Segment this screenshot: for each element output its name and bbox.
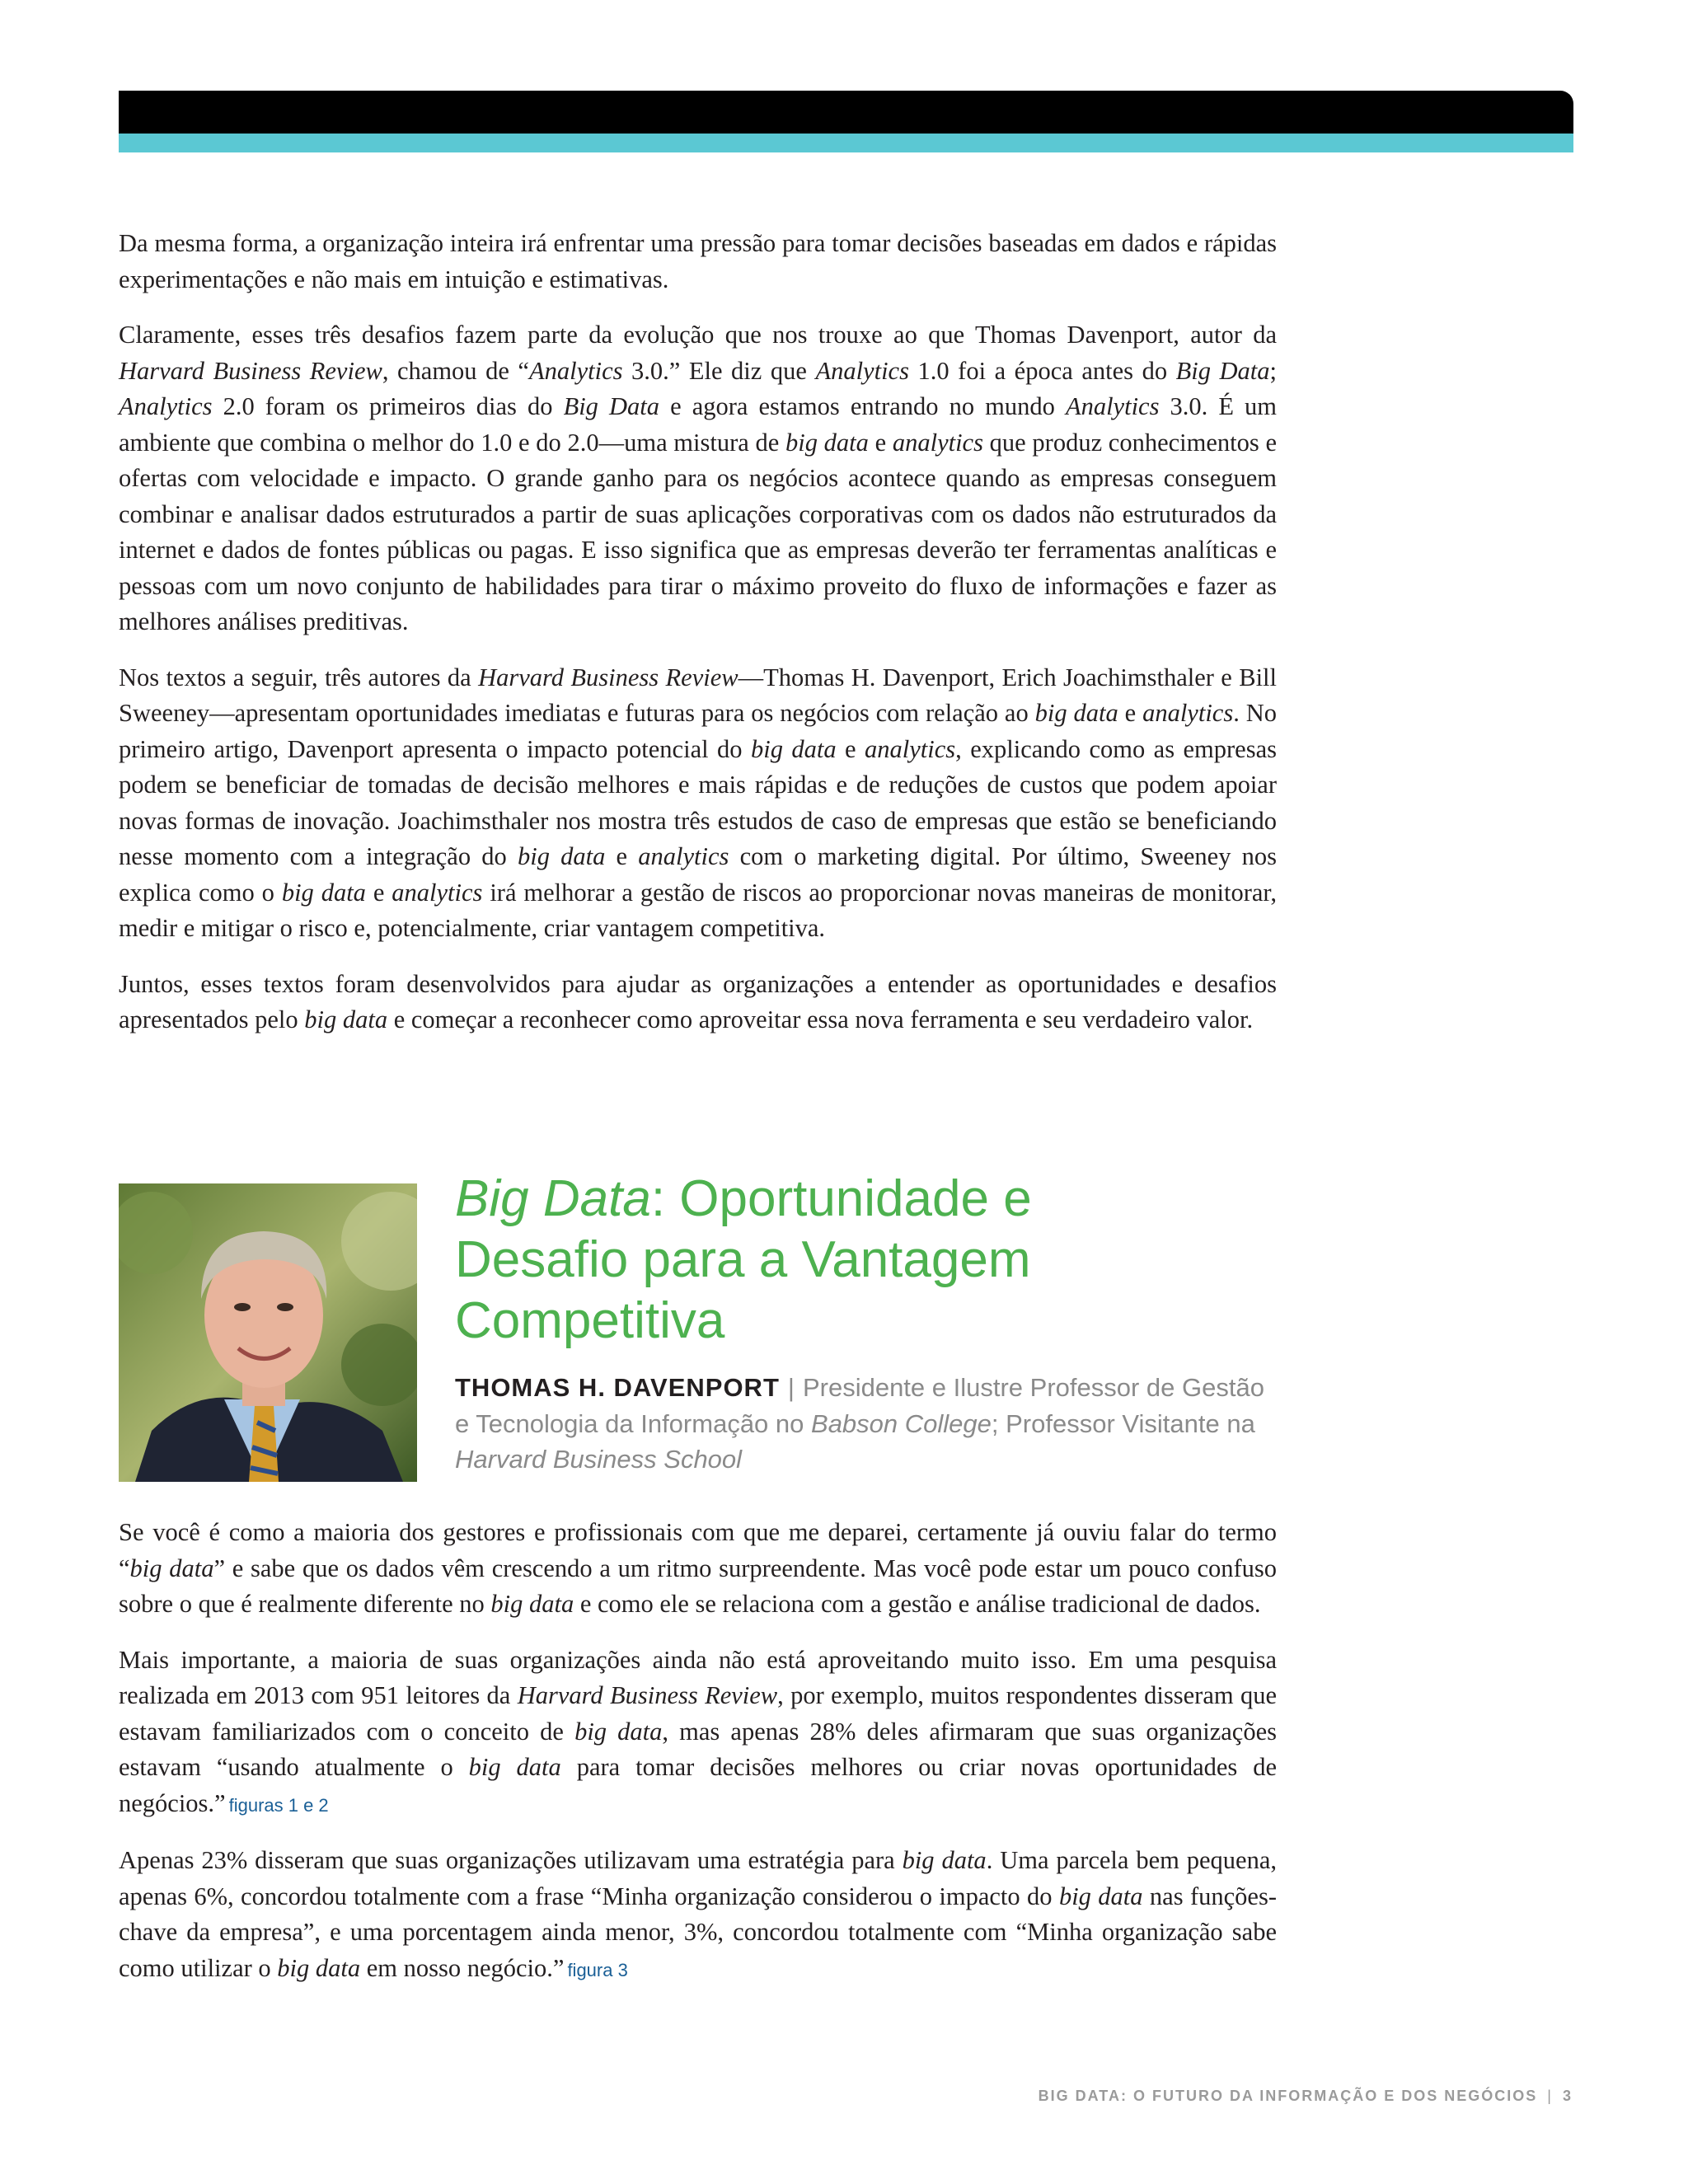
article-body: [119, 1515, 1277, 2008]
header-bar: [119, 91, 1573, 134]
intro-paragraph-3: Nos textos a seguir, três autores da Harvard Business Review—Thomas H. Davenport, Erich Joachimsthaler e Bill Sweeney—apresentam oportunidades imediatas e futuras para os negócios com relação ao big data e analytics. No primeiro artigo, Davenport apresenta o impacto potencial do big data e analytics, explicando como as empresas podem se beneficiar de tomadas de decisão melhores e mais rápidas e de reduções de custos que podem apoiar novas formas de inovação. Joachimsthaler nos mostra três estudos de caso de empresas que estão se beneficiando nesse momento com a integração do big data e analytics com o marketing digital. Por último, Sweeney nos explica como o big data e analytics irá melhorar a gestão de riscos ao proporcionar novas maneiras de monitorar, medir e mitigar o risco e, potencialmente, criar vantagem competitiva.: [119, 663, 1278, 942]
article-paragraph-2: [119, 1643, 1277, 1824]
article-paragraph-1: Se você é como a maioria dos gestores e profissionais com que me deparei, certamente já ouviu falar do termo “big data” e sabe que os dados vêm crescendo a um ritmo surpreendente. Mas você pode estar um pouco confuso sobre o que é realmente diferente no big data e como ele se relaciona com a gestão e análise tradicional de dados.: [119, 1518, 1278, 1618]
byline: [455, 1370, 1279, 1478]
author-role-2: ; Professor Visitante na: [991, 1408, 1255, 1438]
figure-reference-3[interactable]: figura 3: [567, 1959, 628, 1980]
article-paragraph-3-text: Apenas 23% disseram que suas organizações utilizavam uma estratégia para big data. Uma parcela bem pequena, apenas 6%, concordou totalmente com a frase “Minha organização considerou o impacto do big data nas funções-chave da empresa”, e uma porcentagem ainda menor, 3%, concordou totalmente com “Minha organização sabe como utilizar o big data em nosso negócio.”: [119, 1846, 1277, 1982]
author-name: THOMAS H. DAVENPORT: [455, 1373, 780, 1402]
page-footer: [1039, 2088, 1573, 2105]
author-school: Harvard Business School: [455, 1445, 743, 1474]
intro-paragraph-4: Juntos, esses textos foram desenvolvidos para ajudar as organizações a entender as oportunidades e desafios apresentados pelo big data e começar a reconhecer como aproveitar essa nova ferramenta e seu verdadeiro valor.: [119, 969, 1277, 1033]
article-title-italic: Big Data: [455, 1170, 651, 1227]
header-accent-stripe: [119, 134, 1573, 152]
article-title-rest: : Oportunidade e Desafio para a Vantagem Competitiva: [455, 1170, 1032, 1349]
author-photo: [119, 1183, 417, 1482]
figure-reference-1-2[interactable]: figuras 1 e 2: [228, 1794, 329, 1816]
author-role-1: Presidente e Ilustre Professor de Gestão e Tecnologia da Informação no: [455, 1373, 1264, 1438]
article-paragraph-3: [119, 1843, 1277, 1988]
intro-section: [119, 226, 1277, 1058]
intro-paragraph-2: Claramente, esses três desafios fazem parte da evolução que nos trouxe ao que Thomas Davenport, autor da Harvard Business Review, chamou de “Analytics 3.0.” Ele diz que Analytics 1.0 foi a época antes do Big Data; Analytics 2.0 foram os primeiros dias do Big Data e agora estamos entrando no mundo Analytics 3.0. É um ambiente que combina o melhor do 1.0 e do 2.0—uma mistura de big data e analytics que produz conhecimentos e ofertas com velocidade e impacto. O grande ganho para os negócios acontece quando as empresas conseguem combinar e analisar dados estruturados a partir de suas aplicações corporativas com os dados não estruturados da internet e dados de fontes públicas ou pagas. E isso significa que as empresas deverão ter ferramentas analíticas e pessoas com um novo conjunto de habilidades para tirar o máximo proveito do fluxo de informações e fazer as melhores análises preditivas.: [119, 321, 1278, 635]
byline-separator: |: [787, 1373, 795, 1402]
footer-separator: |: [1547, 2088, 1553, 2104]
intro-paragraph-1: Da mesma forma, a organização inteira irá enfrentar uma pressão para tomar decisões baseadas em dados e rápidas experimentações e não mais em intuição e estimativas.: [119, 229, 1277, 293]
article-title: [455, 1169, 1164, 1352]
footer-title: BIG DATA: O FUTURO DA INFORMAÇÃO E DOS NEGÓCIOS: [1038, 2088, 1538, 2104]
page-number: 3: [1562, 2088, 1573, 2104]
author-college: Babson College: [811, 1408, 992, 1438]
article-paragraph-2-text: Mais importante, a maioria de suas organizações ainda não está aproveitando muito isso. Em uma pesquisa realizada em 2013 com 951 leitores da Harvard Business Review, por exemplo, muitos respondentes disseram que estavam familiarizados com o conceito de big data, mas apenas 28% deles afirmaram que suas organizações estavam “usando atualmente o big data para tomar decisões melhores ou criar novas oportunidades de negócios.”: [119, 1645, 1278, 1817]
